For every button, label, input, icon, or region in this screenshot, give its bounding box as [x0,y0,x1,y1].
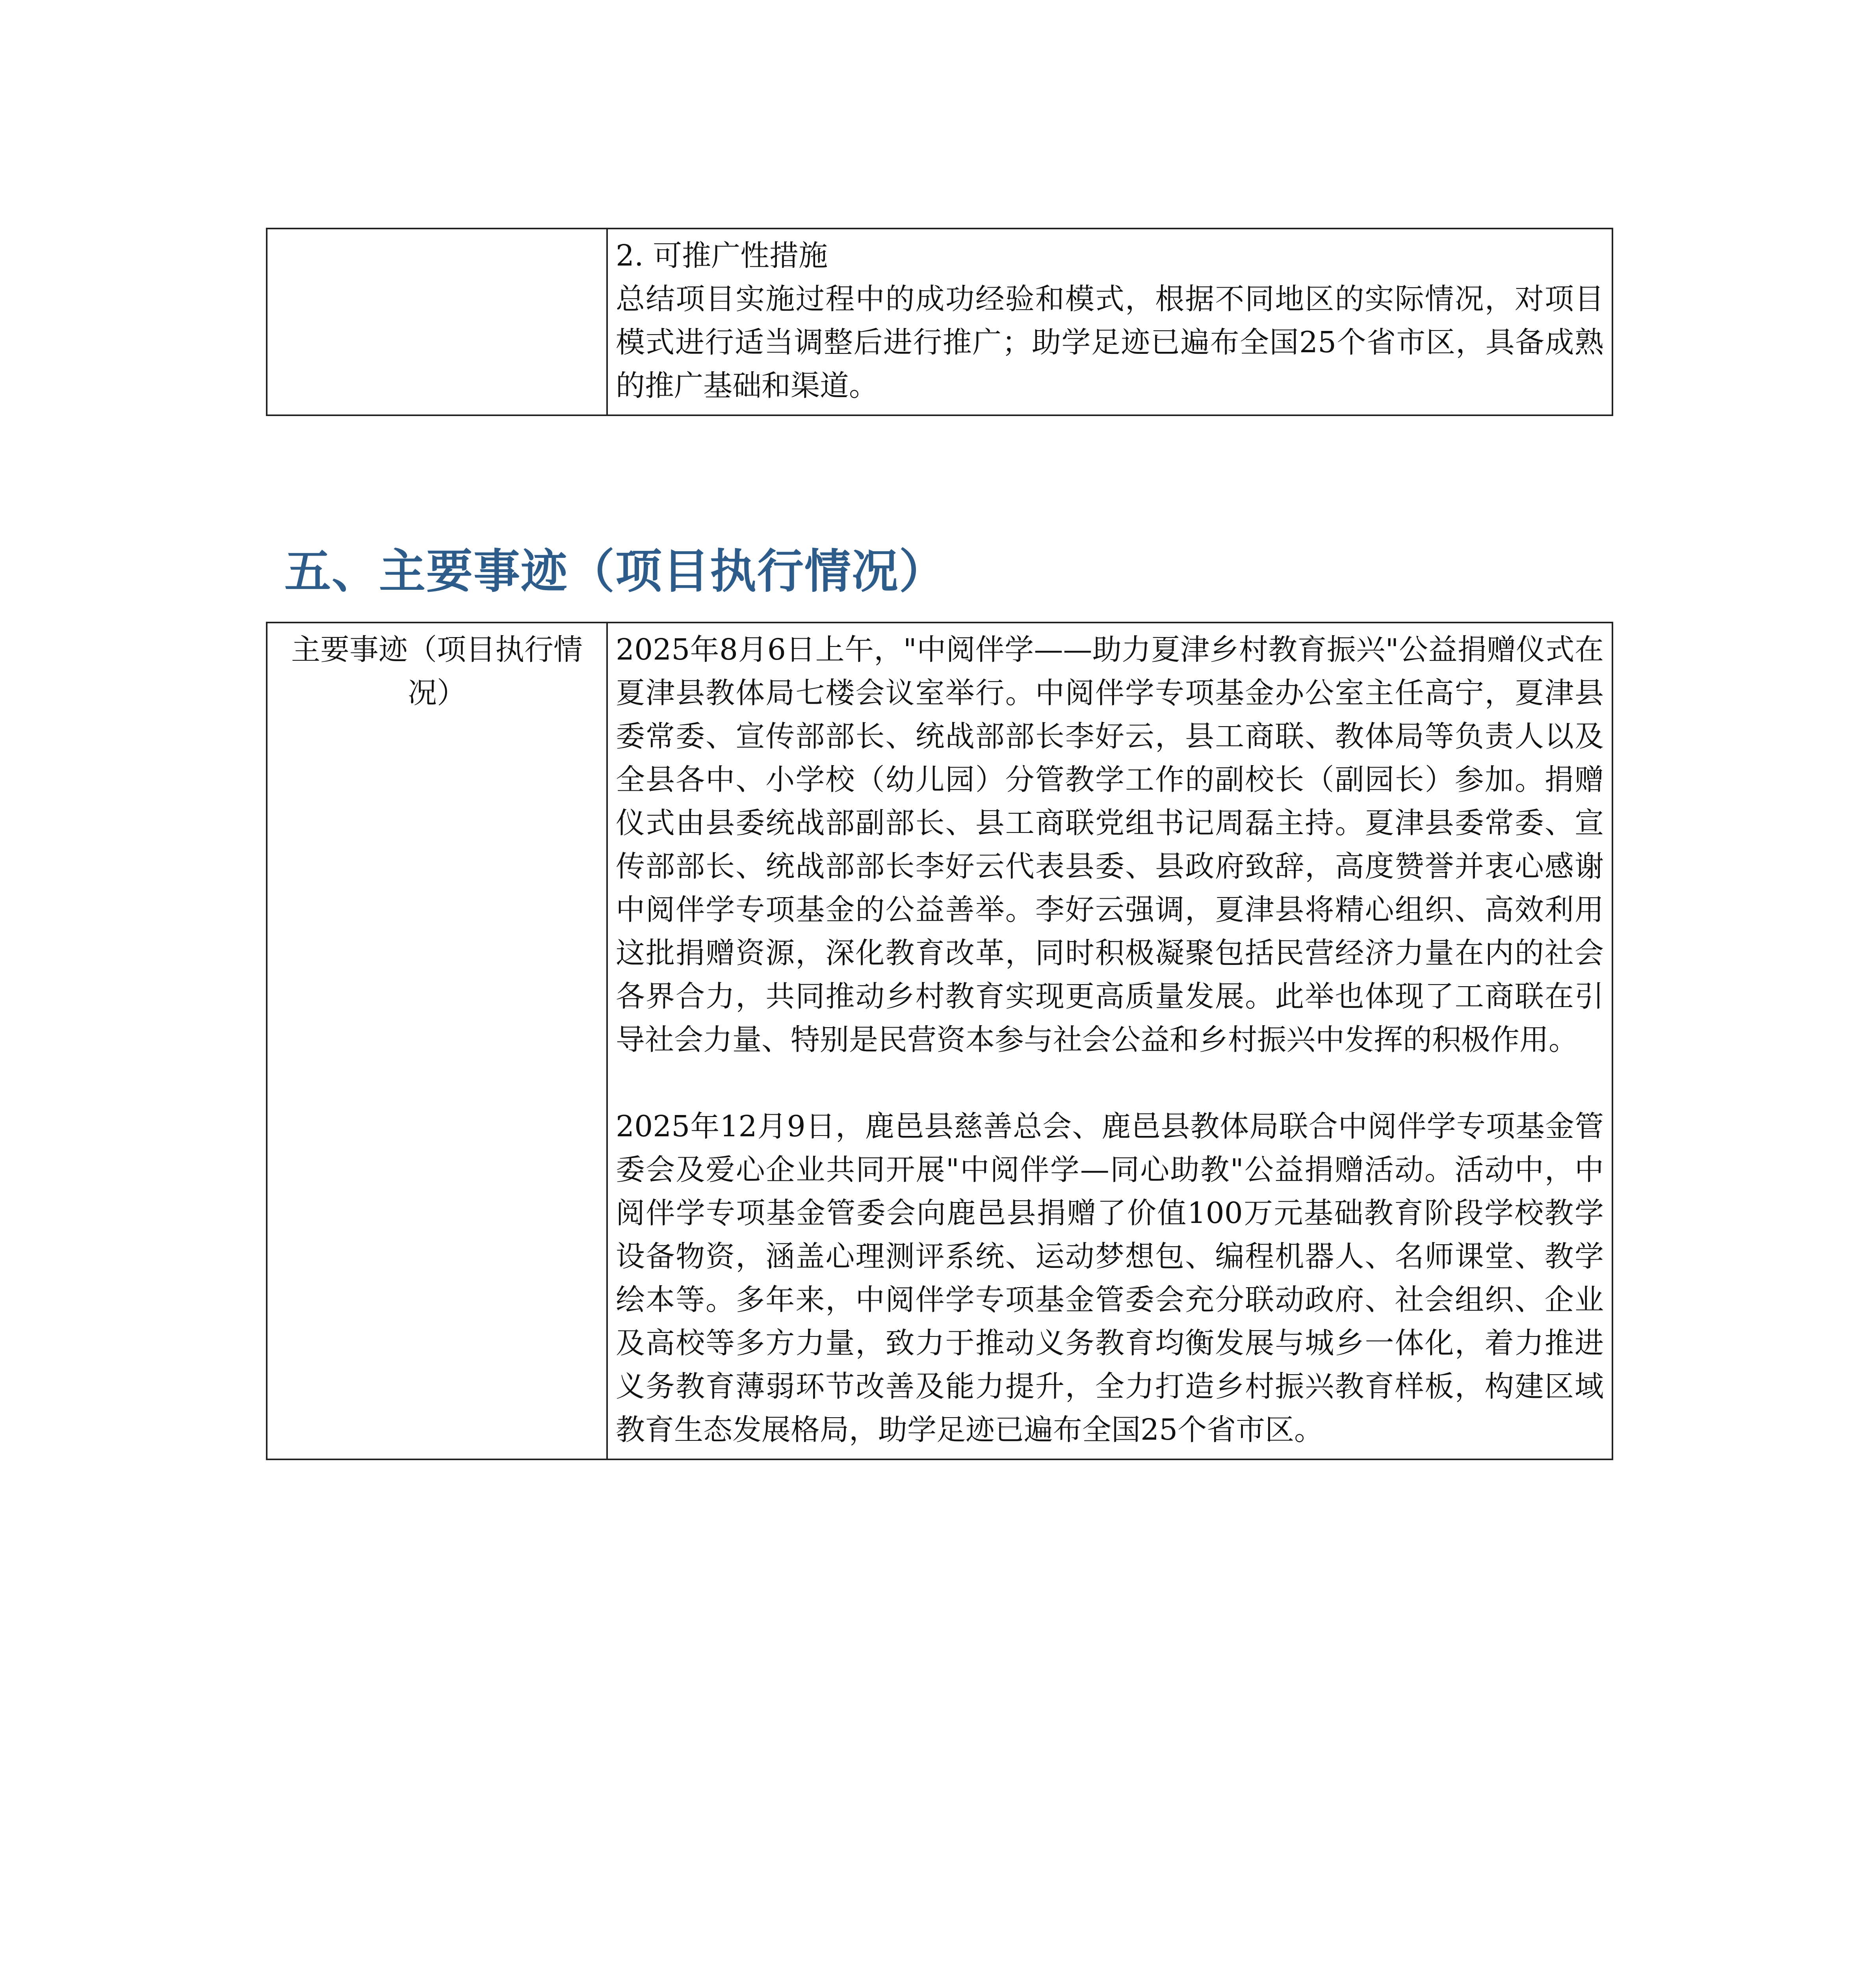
row-label-cell: 主要事迹（项目执行情况） [267,623,607,1459]
section-heading: 五、主要事迹（项目执行情况） [284,544,947,598]
paragraph-spacer [616,1061,1604,1105]
item-title: 2. 可推广性措施 [616,239,828,273]
table-row [267,229,1612,415]
measures-table [266,228,1613,416]
row-label-cell [267,229,607,415]
item-text: 总结项目实施过程中的成功经验和模式，根据不同地区的实际情况，对项目模式进行适当调整后进行推广；助学足迹已遍布全国25个省市区，具备成熟的推广基础和渠道。 [616,282,1604,403]
row-content-cell [607,623,1612,1459]
table-row [267,623,1612,1459]
deed-paragraph-1: 2025年8月6日上午，"中阅伴学——助力夏津乡村教育振兴"公益捐赠仪式在夏津县教体局七楼会议室举行。中阅伴学专项基金办公室主任高宁，夏津县委常委、宣传部部长、统战部部长李好云，县工商联、教体局等负责人以及全县各中、小学校（幼儿园）分管教学工作的副校长（副园长）参加。捐赠仪式由县委统战部副部长、县工商联党组书记周磊主持。夏津县委常委、宣传部部长、统战部部长李好云代表县委、县政府致辞，高度赞誉并衷心感谢中阅伴学专项基金的公益善举。李好云强调，夏津县将精心组织、高效利用这批捐赠资源，深化教育改革，同时积极凝聚包括民营经济力量在内的社会各界合力，共同推动乡村教育实现更高质量发展。此举也体现了工商联在引导社会力量、特别是民营资本参与社会公益和乡村振兴中发挥的积极作用。 [616,633,1604,1057]
deed-paragraph-2: 2025年12月9日，鹿邑县慈善总会、鹿邑县教体局联合中阅伴学专项基金管委会及爱心企业共同开展"中阅伴学—同心助教"公益捐赠活动。活动中，中阅伴学专项基金管委会向鹿邑县捐赠了价值100万元基础教育阶段学校教学设备物资，涵盖心理测评系统、运动梦想包、编程机器人、名师课堂、教学绘本等。多年来，中阅伴学专项基金管委会充分联动政府、社会组织、企业及高校等多方力量，致力于推动义务教育均衡发展与城乡一体化，着力推进义务教育薄弱环节改善及能力提升，全力打造乡村振兴教育样板，构建区域教育生态发展格局，助学足迹已遍布全国25个省市区。 [616,1110,1604,1447]
main-deeds-table [266,622,1613,1460]
row-content-cell [607,229,1612,415]
